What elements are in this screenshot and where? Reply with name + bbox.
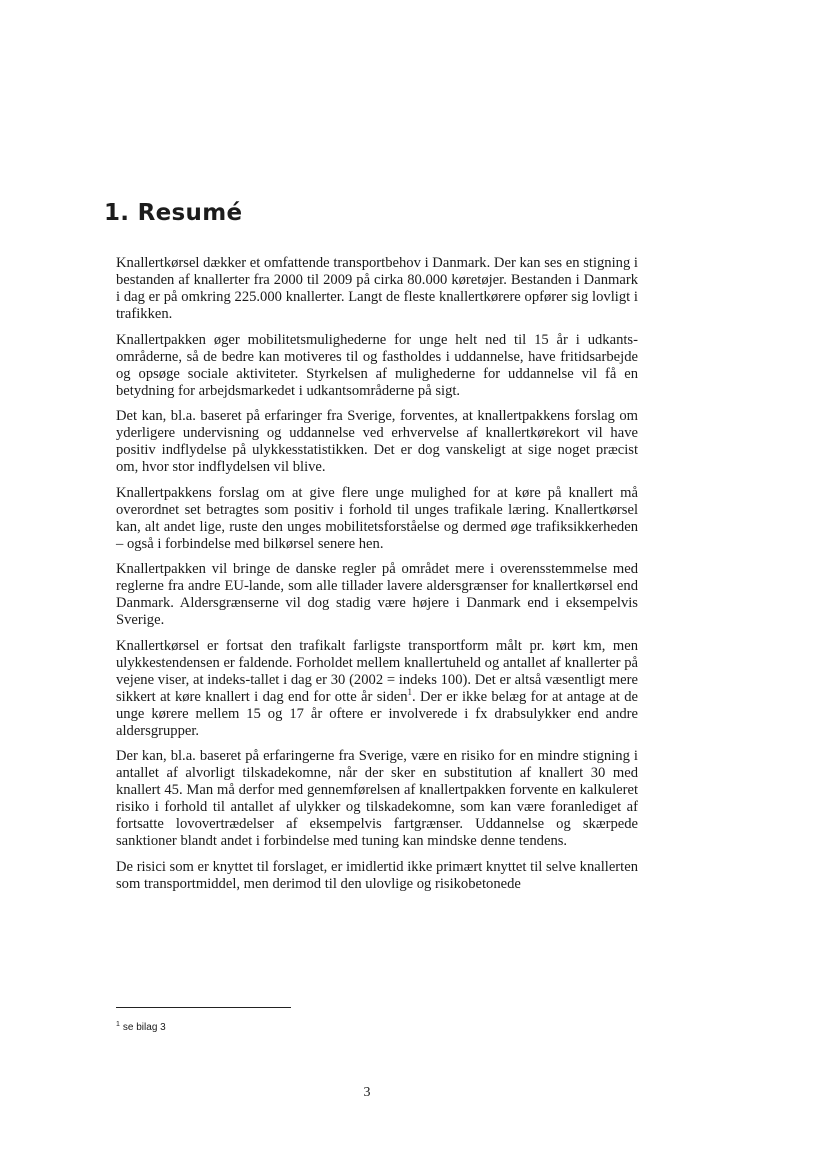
footnote-text: se bilag 3 — [122, 1022, 166, 1033]
body-text — [116, 255, 638, 901]
footnote-mark: 1 — [116, 1020, 120, 1028]
paragraph-with-footnote — [116, 638, 638, 740]
paragraph: Knallertkørsel dækker et omfattende transportbehov i Danmark. Der kan ses en stigning i bestanden af knallerter fra 2000 til 2009 på cirka 80.000 køretøjer. Bestanden i Danmark i dag er på omkring 225.000 knallerter. Langt de fleste knallertkørere opfører sig lovligt i trafikken. — [116, 255, 638, 322]
paragraph-text: . Der er ikke belæg for at antage at de unge kørere mellem 15 og 17 år oftere er involverede i fx drabsulykker end andre aldersgrupper. — [116, 688, 638, 739]
paragraph: Der kan, bl.a. baseret på erfaringerne fra Sverige, være en risiko for en mindre stigning i antallet af alvorligt tilskadekomne, når der sker en substitution af knallert 30 med knallert 45. Man må derfor med gennemførelsen af knallertpakken forvente en kalkuleret risiko i forhold til antallet af ulykker og tilskadekomne, som kan være foranlediget af fortsatte lovovertrædelser af eksempelvis fartgrænser. Uddannelse og skærpede sanktioner blandt andet i forbindelse med tuning kan mindske denne tendens. — [116, 748, 638, 849]
paragraph: Knallertpakken vil bringe de danske regler på området mere i overensstemmelse med reglerne fra andre EU-lande, som alle tillader lavere aldersgrænser for knallertkørsel end Danmark. Aldersgrænserne vil dog stadig være højere i Danmark end i eksempelvis Sverige. — [116, 561, 638, 628]
paragraph-text: Knallertkørsel er fortsat den trafikalt farligste transportform målt pr. kørt km, men ulykkestendensen er faldende. Forholdet mellem knallertuheld og antallet af knallerter på vejene viser, at indeks-tallet i dag er 30 (2002 = indeks 100). Det er altså væsentligt mere sikkert at køre knallert i dag end for otte år siden — [116, 637, 638, 705]
footnote — [116, 1022, 166, 1033]
paragraph: Det kan, bl.a. baseret på erfaringer fra Sverige, forventes, at knallertpakkens forslag om yderligere undervisning og uddannelse ved erhvervelse af knallertkørekort vil have positiv indflydelse på ulykkesstatistikken. Det er dog vanskeligt at sige noget præcist om, hvor stor indflydelsen vil blive. — [116, 408, 638, 475]
section-heading: 1. Resumé — [104, 200, 243, 226]
footnote-reference[interactable]: 1 — [407, 686, 413, 697]
page-number: 3 — [363, 1085, 371, 1100]
paragraph: De risici som er knyttet til forslaget, er imidlertid ikke primært knyttet til selve knallerten som transportmiddel, men derimod til den ulovlige og risikobetonede — [116, 858, 638, 892]
footnote-divider — [116, 1007, 291, 1008]
paragraph: Knallertpakkens forslag om at give flere unge mulighed for at køre på knallert må overordnet set betragtes som positiv i forhold til unges trafikale læring. Knallertkørsel kan, alt andet lige, ruste den unges mobilitetsforståelse og dermed øge trafiksikkerheden – også i forbindelse med bilkørsel senere hen. — [116, 484, 638, 552]
paragraph: Knallertpakken øger mobilitetsmulighederne for unge helt ned til 15 år i udkantsområderne, så de bedre kan motiveres til og fastholdes i uddannelse, have fritidsarbejde og opsøge sociale aktiviteter. Styrkelsen af mulighederne for uddannelse vil få en betydning for arbejdsmarkedet i udkantsområderne på sigt. — [116, 331, 638, 399]
